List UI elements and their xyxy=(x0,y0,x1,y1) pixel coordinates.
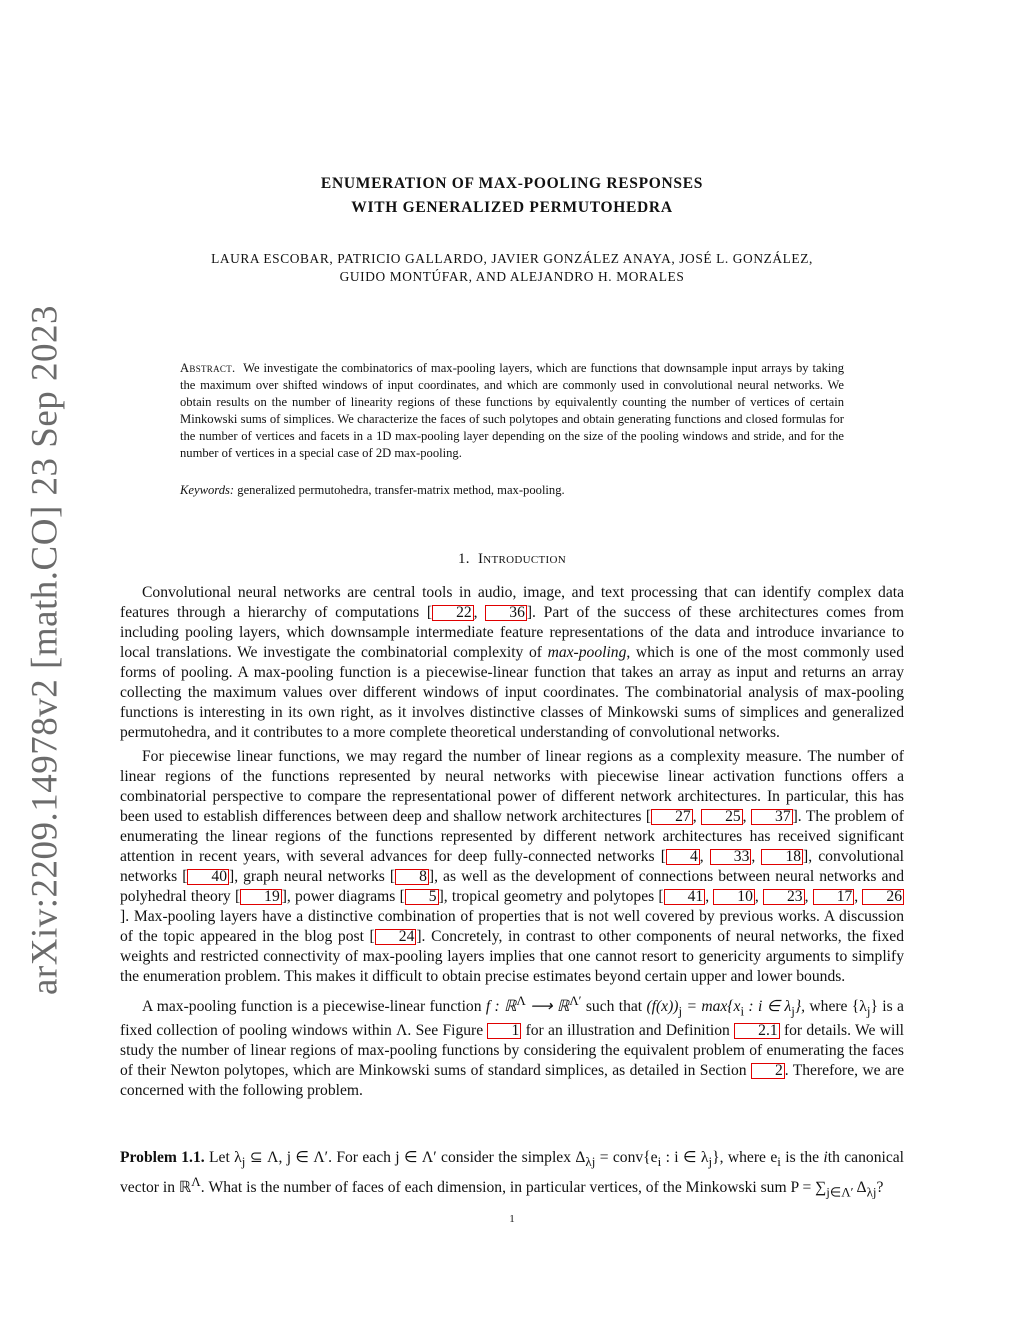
text: for an illustration and Definition xyxy=(521,1022,735,1040)
authors-line-2: GUIDO MONTÚFAR, AND ALEJANDRO H. MORALES xyxy=(339,269,685,284)
section-link[interactable]: 2 xyxy=(751,1063,785,1079)
text: , xyxy=(742,808,752,825)
text: : i ∈ λ xyxy=(661,1149,709,1166)
text: Δ xyxy=(853,1179,867,1197)
math-subscript: i xyxy=(657,1154,662,1170)
page-number: 1 xyxy=(509,1213,515,1225)
text: . Therefore, we are concerned with the following problem. xyxy=(120,1062,904,1100)
keywords xyxy=(180,482,844,499)
text: , xyxy=(804,888,813,905)
text: , xyxy=(699,848,710,865)
text: , xyxy=(854,888,863,905)
text: , xyxy=(473,604,486,621)
citation-link[interactable]: 17 xyxy=(813,889,855,905)
math-subscript: i xyxy=(740,1003,745,1019)
citation-link[interactable]: 23 xyxy=(763,889,805,905)
arxiv-id-text: arXiv:2209.14978v2 [math.CO] 23 Sep 2023 xyxy=(24,304,66,996)
citation-link[interactable]: 18 xyxy=(761,849,803,865)
citation-link[interactable]: 41 xyxy=(664,889,706,905)
text: ], power diagrams [ xyxy=(281,888,405,905)
text: }, where e xyxy=(712,1149,778,1166)
math: f : ℝ xyxy=(485,998,517,1016)
problem-statement xyxy=(120,1148,904,1202)
paragraph-2 xyxy=(120,747,904,987)
text: , which is one of the most commonly used forms of pooling. A max-pooling function is a piecewise-linear function that takes an array as input and returns an array collecting the maximum values over different windows of input coordinates. The combinatorial analysis of max-pooling functions is interesting in its own right, as it involves distinctive classes of Minkowski sums of simplices and generalized permutohedra, and it contributes to a more complete theoretical understanding of convolutional networks. xyxy=(120,644,904,741)
math: }, xyxy=(794,998,806,1016)
citation-link[interactable]: 24 xyxy=(375,929,417,945)
math-subscript: j xyxy=(708,1154,713,1170)
citation-link[interactable]: 36 xyxy=(485,605,527,621)
section-heading xyxy=(0,551,1024,568)
text: ]. The problem of enumerating the linear regions of the functions represented by different network architectures has received significant attention in recent years, with several advances for deep fully-connected networks [ xyxy=(120,808,904,865)
text: ⊆ Λ, j ∈ Λ′. For each j ∈ Λ′ consider the simplex Δ xyxy=(245,1149,586,1166)
math: ⟶ ℝ xyxy=(525,998,570,1016)
citation-link[interactable]: 25 xyxy=(701,809,743,825)
math-subscript: j xyxy=(678,1003,683,1019)
citation-link[interactable]: 33 xyxy=(710,849,752,865)
abstract xyxy=(180,360,844,462)
math: : i ∈ λ xyxy=(744,998,792,1016)
author-list xyxy=(0,250,1024,286)
math: (f(x)) xyxy=(646,998,679,1016)
figure-link[interactable]: 1 xyxy=(487,1023,521,1039)
text: for details. We will study the number of linear regions of max-pooling functions by considering the equivalent problem of enumerating the faces of their Newton polytopes, which are Minkowski sums of standard simplices, as detailed in Section xyxy=(120,1022,904,1080)
definition-link[interactable]: 2.1 xyxy=(734,1023,780,1039)
text: th canonical vector in ℝ xyxy=(120,1149,905,1197)
section-title: Introduction xyxy=(477,551,566,567)
citation-link[interactable]: 5 xyxy=(405,889,439,905)
text: ], as well as the development of connections between neural networks and polyhedral theory [ xyxy=(120,868,904,905)
text: , xyxy=(751,848,762,865)
math-superscript: Λ xyxy=(191,1174,201,1190)
section-number: 1. xyxy=(457,551,470,567)
text: ]. Concretely, in contrast to other components of neural networks, the fixed weights and restricted connectivity of max-pooling layers implies that one cannot resort to genericity arguments to simplify the enumeration problem. This makes it difficult to obtain precise estimates beyond certain upper and lower bounds. xyxy=(120,928,904,985)
text: . What is the number of faces of each dimension, in particular vertices, of the Minkowski sum P = ∑ xyxy=(200,1179,827,1197)
keywords-text: generalized permutohedra, transfer-matrix method, max-pooling. xyxy=(237,483,565,497)
text: ? xyxy=(876,1179,884,1197)
text: Convolutional neural networks are central tools in audio, image, and text processing that can identify complex data features through a hierarchy of computations [ xyxy=(120,584,904,621)
citation-link[interactable]: 8 xyxy=(395,869,429,885)
text: ]. Max-pooling layers have a distinctive combination of properties that is not well covered by previous works. A discussion of the topic appeared in the blog post [ xyxy=(120,908,904,945)
citation-link[interactable]: 26 xyxy=(862,889,904,905)
math-subscript: j xyxy=(241,1154,246,1170)
math-subscript: j xyxy=(791,1003,795,1019)
citation-link[interactable]: 19 xyxy=(240,889,282,905)
text: , xyxy=(754,888,763,905)
abstract-label: Abstract. xyxy=(180,361,236,375)
text: ], convolutional networks [ xyxy=(120,848,905,885)
arxiv-identifier-sidebar xyxy=(19,304,71,996)
problem-label: Problem 1.1. xyxy=(120,1149,205,1166)
text: where {λ xyxy=(805,998,867,1016)
text: ]. Part of the success of these architectures comes from including pooling layers, which downsample intermediate feature representations of the data and introduce invariance to local translations. We investigate the combinatorial complexity of xyxy=(120,604,905,661)
text: = conv{e xyxy=(595,1149,658,1166)
title-line-1: ENUMERATION OF MAX-POOLING RESPONSES xyxy=(320,175,704,192)
math-superscript: Λ xyxy=(516,993,526,1008)
paragraph-3 xyxy=(120,991,904,1101)
text: For piecewise linear functions, we may regard the number of linear regions as a complexity measure. The number of linear regions of the functions represented by neural networks with piecewise linear activation functions offers a combinatorial perspective to compare the representational power of different network architectures. In particular, this has been used to establish differences between deep and shallow network architectures [ xyxy=(120,748,904,825)
abstract-text: We investigate the combinatorics of max-pooling layers, which are functions that downsample input arrays by taking the maximum over shifted windows of input coordinates, and which are commonly used in convolutional neural networks. We obtain results on the number of linearity regions of these functions by equivalently counting the number of vertices of certain Minkowski sums of simplices. We characterize the faces of such polytopes and obtain generating functions and closed formulas for the number of vertices and facets in a 1D max-pooling layer depending on the size of the pooling windows and stride, and for the number of vertices in a special case of 2D max-pooling. xyxy=(180,361,844,460)
citation-link[interactable]: 22 xyxy=(432,605,474,621)
authors-line-1: LAURA ESCOBAR, PATRICIO GALLARDO, JAVIER GONZÁLEZ ANAYA, JOSÉ L. GONZÁLEZ, xyxy=(211,251,813,266)
emphasis: max-pooling xyxy=(547,644,627,661)
text: A max-pooling function is a piecewise-linear function xyxy=(142,998,486,1016)
math: = max{x xyxy=(682,998,741,1016)
text: , xyxy=(705,888,714,905)
math-superscript: Λ′ xyxy=(569,993,582,1008)
text: } is a fixed collection of pooling windows within Λ. See Figure xyxy=(120,998,904,1040)
citation-link[interactable]: 4 xyxy=(666,849,700,865)
math-subscript: λj xyxy=(585,1154,596,1170)
citation-link[interactable]: 40 xyxy=(187,869,229,885)
text: ], graph neural networks [ xyxy=(229,868,396,885)
text: such that xyxy=(581,998,647,1016)
math-subscript: j xyxy=(866,1003,871,1019)
math-subscript: i xyxy=(777,1154,781,1170)
text: is the xyxy=(780,1149,824,1166)
introduction-body xyxy=(120,583,904,1105)
citation-link[interactable]: 37 xyxy=(751,809,793,825)
citation-link[interactable]: 10 xyxy=(713,889,755,905)
paper-title xyxy=(0,172,1024,220)
paragraph-1 xyxy=(120,583,904,743)
title-line-2: WITH GENERALIZED PERMUTOHEDRA xyxy=(351,199,673,216)
text: Let λ xyxy=(204,1149,242,1166)
text: ], tropical geometry and polytopes [ xyxy=(438,888,664,905)
citation-link[interactable]: 27 xyxy=(651,809,693,825)
math: i xyxy=(823,1149,828,1166)
keywords-label: Keywords: xyxy=(180,483,235,497)
math-subscript: j∈Λ′ xyxy=(826,1184,854,1200)
text: , xyxy=(692,808,702,825)
math-subscript: λj xyxy=(866,1184,877,1200)
